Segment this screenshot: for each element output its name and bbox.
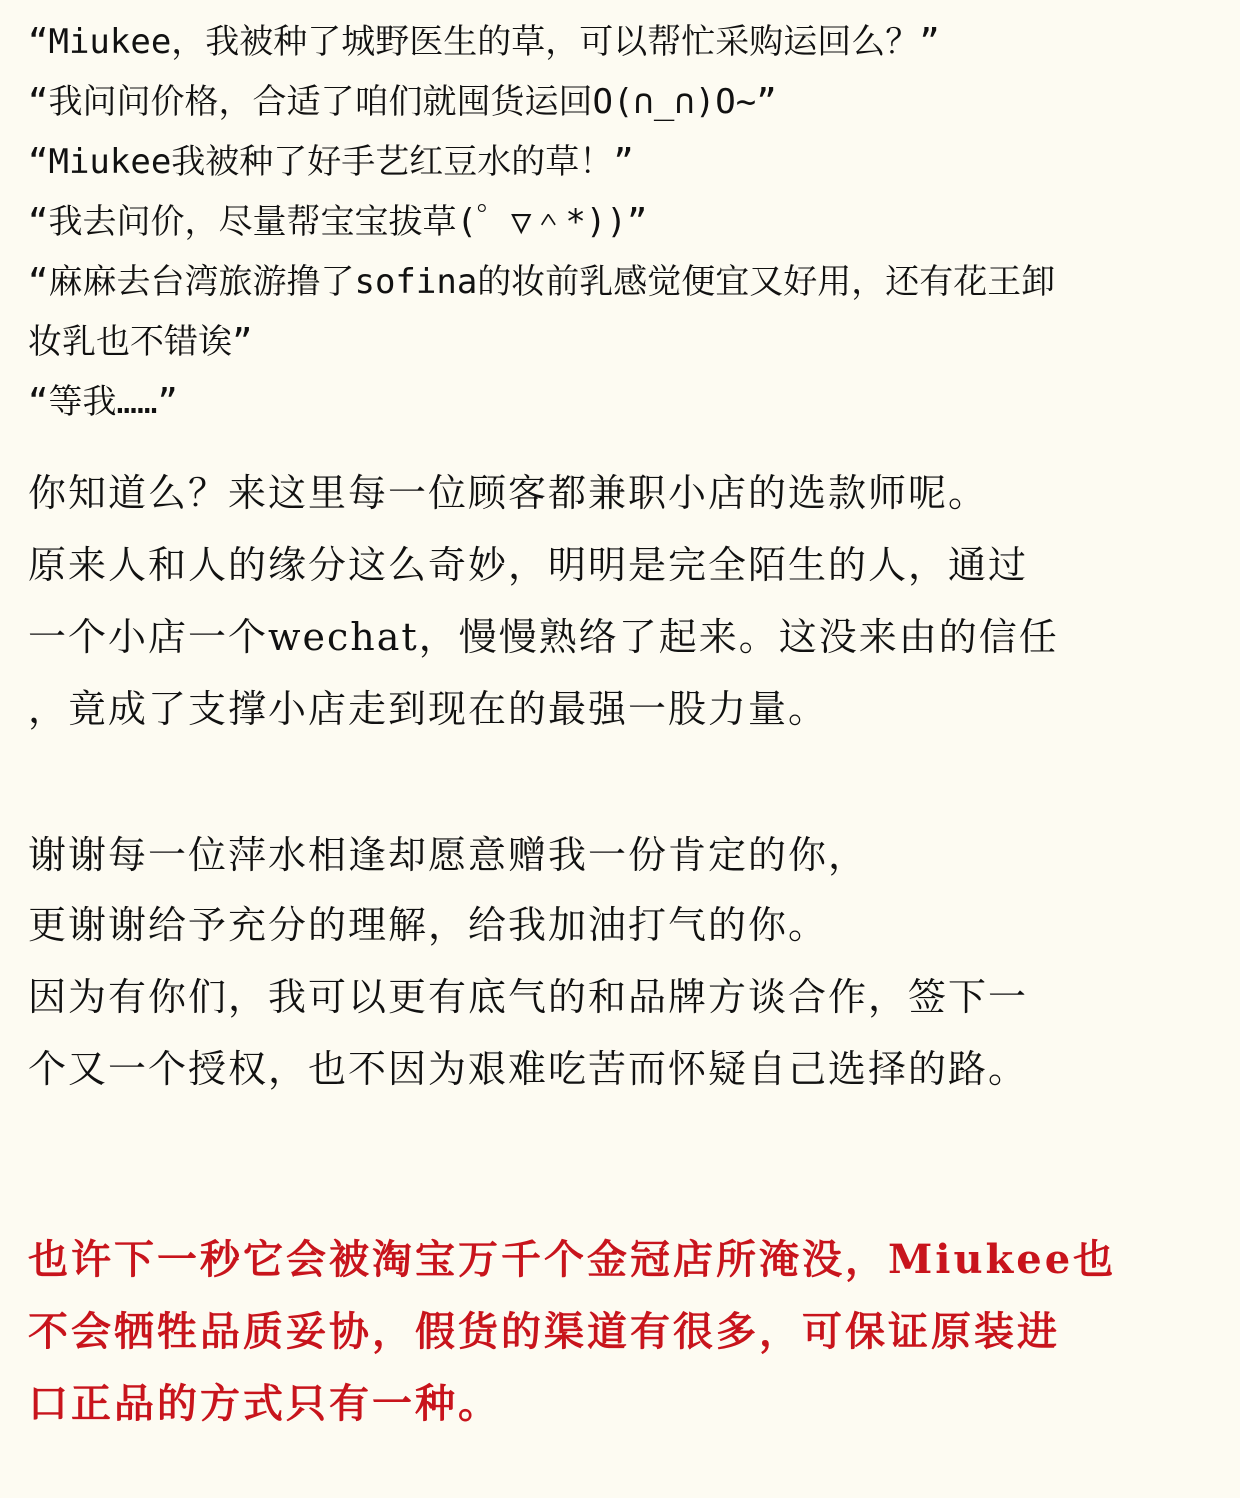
paragraph-line: 因为有你们，我可以更有底气的和品牌方谈合作，签下一: [28, 975, 1029, 1019]
closing-line: 口正品的方式只有一种。: [28, 1380, 501, 1427]
paragraph-line: 更谢谢给予充分的理解，给我加油打气的你。: [28, 903, 829, 947]
paragraph-line: 原来人和人的缘分这么奇妙，明明是完全陌生的人，通过: [28, 543, 1029, 587]
dialogue-line: “Miukee，我被种了城野医生的草，可以帮忙采购运回么？”: [28, 22, 940, 62]
closing-line: 不会牺牲品质妥协，假货的渠道有很多，可保证原装进: [28, 1308, 1060, 1355]
paragraph-line: 谢谢每一位萍水相逢却愿意赠我一份肯定的你，: [28, 833, 869, 877]
closing-line: 也许下一秒它会被淘宝万千个金冠店所淹没，Miukee也: [28, 1236, 1117, 1283]
dialogue-line: “我去问价，尽量帮宝宝拔草(゜▽＾*))”: [28, 202, 648, 242]
dialogue-line: 妆乳也不错诶”: [28, 322, 253, 362]
paragraph-line: 个又一个授权，也不因为艰难吃苦而怀疑自己选择的路。: [28, 1047, 1029, 1091]
dialogue-line: “麻麻去台湾旅游撸了sofina的妆前乳感觉便宜又好用，还有花王卸: [28, 262, 1056, 302]
dialogue-line: “等我……”: [28, 382, 178, 422]
paragraph-line: 你知道么？来这里每一位顾客都兼职小店的选款师呢。: [28, 471, 989, 515]
paragraph-line: ，竟成了支撑小店走到现在的最强一股力量。: [28, 687, 829, 731]
paragraph-line: 一个小店一个wechat，慢慢熟络了起来。这没来由的信任: [28, 615, 1059, 659]
dialogue-line: “Miukee我被种了好手艺红豆水的草！”: [28, 142, 634, 182]
dialogue-line: “我问问价格，合适了咱们就囤货运回O(∩_∩)O~”: [28, 82, 777, 122]
